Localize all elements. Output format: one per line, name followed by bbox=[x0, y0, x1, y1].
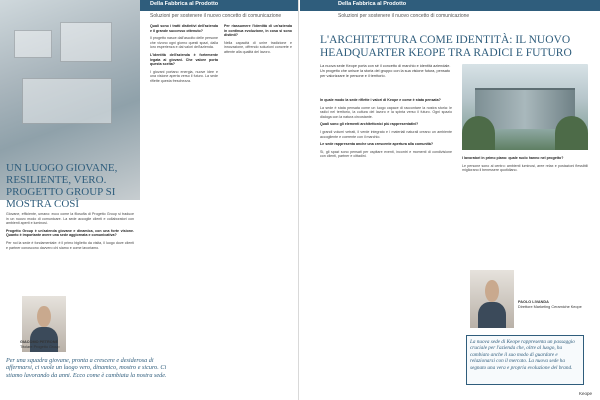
question-text: Quali sono gli elementi architettonici più rappresentativi? bbox=[320, 122, 419, 127]
answer-text: Sì, gli spazi sono pensati per ospitare eventi, incontri e momenti di condivisione con clienti, partner e cittadini. bbox=[320, 149, 452, 159]
article-title: L'ARCHITETTURA COME IDENTITÀ: IL NUOVO HEADQUARTER KEOPE TRA RADICI E FUTURO bbox=[320, 34, 572, 59]
window-shape bbox=[60, 22, 112, 62]
body-column-2 bbox=[462, 156, 588, 251]
portrait-role: Direttore Marketing Ceramiche Keope bbox=[518, 304, 582, 309]
window-shape bbox=[14, 30, 52, 58]
answer-text: Le persone sono al centro: ambienti luminosi, aree relax e postazioni flessibili migliorano il benessere quotidiano. bbox=[462, 163, 588, 173]
header-bar bbox=[140, 0, 298, 11]
portrait-name: GIACOMO PETRONE bbox=[20, 340, 58, 344]
question-text: I lavoratori in primo piano: quale ruolo hanno nel progetto? bbox=[462, 156, 564, 160]
question-text: Quali sono i tratti distintivi dell'azienda e il grande successo ottenuto? bbox=[150, 24, 218, 33]
lead-text: La nuova sede Keope porta con sé il concetto di marchio e identità aziendale. Un progetto che unisce la storia del gruppo con la sua visione futura, pensato per valorizzare le persone e il territorio. bbox=[320, 64, 451, 78]
intro-column bbox=[6, 212, 134, 292]
body-column-1 bbox=[150, 24, 218, 354]
strapline: Soluzioni per sostenere il nuovo concetto di comunicazione bbox=[338, 13, 470, 19]
tree-shape bbox=[462, 116, 495, 150]
portrait-photo bbox=[470, 270, 514, 328]
portrait-head bbox=[485, 280, 498, 302]
question-text: Per riassumere l'identità di un'azienda in continua evoluzione, in cosa si sono distinti? bbox=[224, 24, 292, 38]
headquarter-photo bbox=[462, 64, 588, 150]
publication-name: Della Fabbrica al Prodotto bbox=[150, 1, 219, 7]
answer-text: La sede è stata pensata come un luogo capace di raccontare la nostra storia: le radici nel territorio, la cultura del lavoro e la spinta verso il futuro. Ogni spazio dialoga con la natura circostante. bbox=[320, 105, 452, 119]
question-text: Le sede rappresenta anche una crescente apertura alla comunità? bbox=[320, 142, 434, 147]
answer-text: Per noi la sede è fondamentale: è il primo biglietto da visita, il luogo dove clienti e partner conoscono davvero chi siamo e come lavoriamo. bbox=[6, 240, 134, 250]
answer-text: I giovani portano energia, nuove idee e una visione aperta verso il futuro. La sede riflette questa freschezza. bbox=[150, 69, 218, 83]
body-column-2 bbox=[224, 24, 292, 354]
publication-name: Della Fabbrica al Prodotto bbox=[338, 1, 407, 7]
window-shape bbox=[22, 78, 112, 124]
tree-shape bbox=[555, 116, 588, 150]
article-title: UN LUOGO GIOVANE, RESILIENTE, VERO. PROGETTO GROUP SI MOSTRA COSÌ bbox=[6, 162, 118, 210]
portrait-caption bbox=[518, 300, 592, 309]
portrait-caption bbox=[20, 340, 80, 349]
answer-text: I grandi volumi vetrati, il verde integrato e i materiali naturali creano un ambiente accogliente e coerente con il marchio. bbox=[320, 129, 452, 139]
quote-box: La nuova sede di Keope rappresenta un passaggio cruciale per l'azienda che, oltre al luogo, ha cambiato anche il suo modo di guardare e relazionarsi con il mercato. La nuova sede ha segnato una vera e propria evoluzione del brand. bbox=[466, 335, 584, 385]
portrait-body bbox=[478, 302, 506, 328]
header-bar bbox=[300, 0, 600, 11]
pull-quote: Per una squadra giovane, pronta a crescere e desiderosa di affermarsi, ci vuole un luogo vero, dinamico, mostro e sicuro. Ci stiamo lavorando da anni. Ecco come è cambiata la nostra sede. bbox=[6, 357, 167, 379]
answer-text: Nella capacità di unire tradizione e innovazione, offrendo soluzioni concrete e attente alla qualità del lavoro. bbox=[224, 40, 292, 54]
answer-text: Il progetto nasce dall'ascolto delle persone che vivono ogni giorno questi spazi, dalla loro esperienza e dai valori dell'azienda. bbox=[150, 36, 218, 50]
page-footer-brand: Keope bbox=[578, 391, 592, 396]
body-column-1 bbox=[320, 98, 452, 333]
portrait-name: PAOLO LIVANDA bbox=[518, 300, 549, 304]
question-text: Progetto Group è un'azienda giovane e dinamica, con una forte visione. Quanto è importante avere una sede aggiornata e comunicativa? bbox=[6, 228, 134, 238]
question-text: L'identità dell'azienda è fortemente legata ai giovani. Che valore porta questa scelta? bbox=[150, 52, 218, 67]
strapline: Soluzioni per sostenere il nuovo concetto di comunicazione bbox=[150, 13, 282, 19]
portrait-role: Titolare Progetto Group bbox=[20, 344, 60, 349]
left-page bbox=[0, 0, 299, 400]
question-text: In quale modo la sede riflette i valori di Keope e come è stata pensata? bbox=[320, 98, 441, 102]
portrait-head bbox=[37, 306, 50, 327]
intro-text: Giovane, efficiente, umano: ecco come la filosofia di Progetto Group si traduce in un nuovo modo di comunicare. La sede accoglie clienti e collaboratori con ambienti aperti e luminosi. bbox=[6, 212, 134, 226]
